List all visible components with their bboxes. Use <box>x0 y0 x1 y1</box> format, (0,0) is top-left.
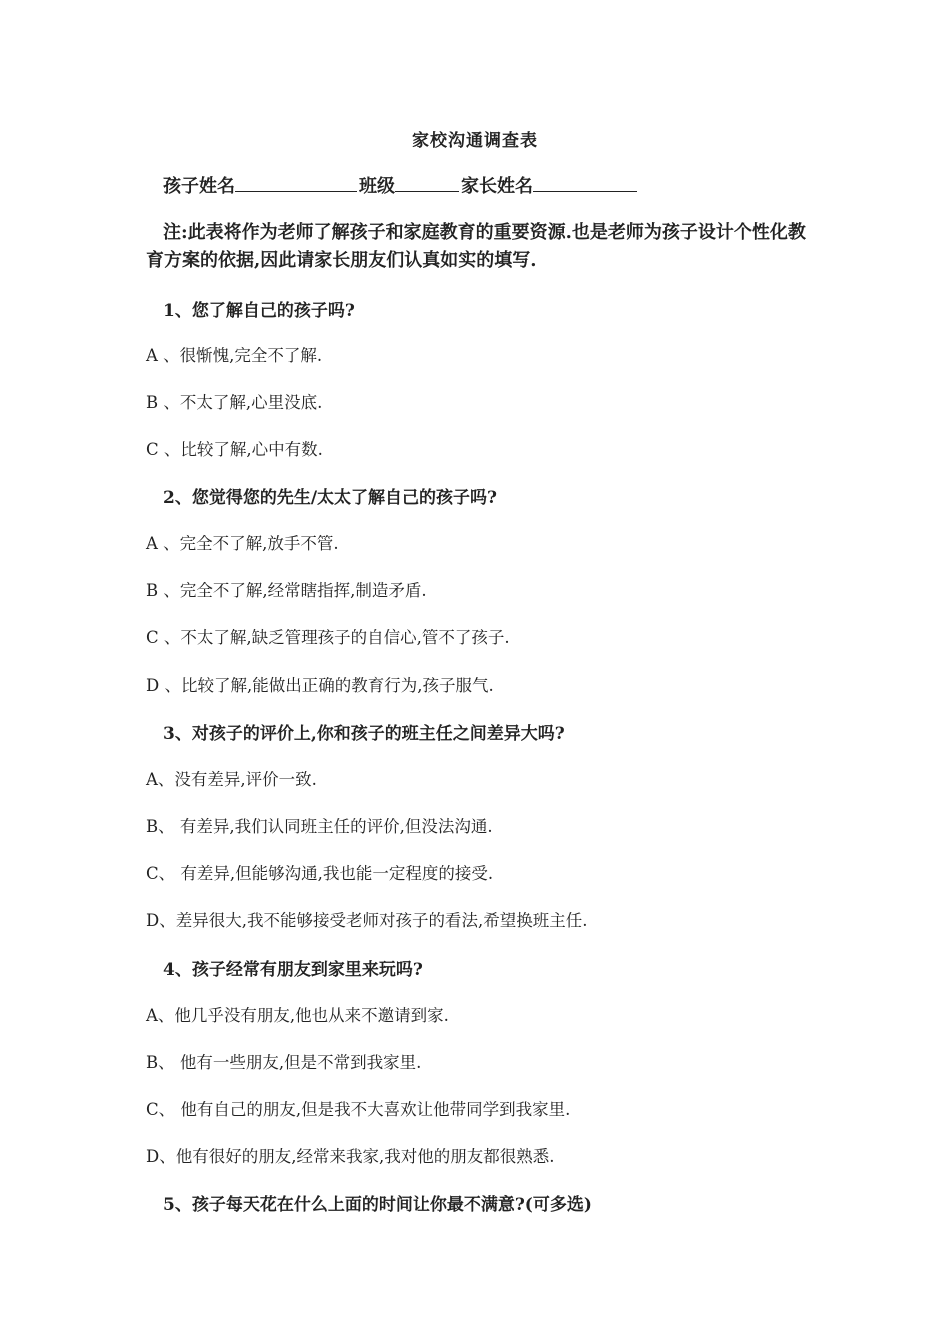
question-4-option-a[interactable]: A、他几乎没有朋友,他也从来不邀请到家. <box>146 1006 449 1025</box>
question-1-option-b[interactable]: B 、不太了解,心里没底. <box>146 393 323 412</box>
question-3-option-b[interactable]: B、 有差异,我们认同班主任的评价,但没法沟通. <box>146 817 493 836</box>
question-4: 4、孩子经常有朋友到家里来玩吗? <box>163 960 423 980</box>
child-name-blank[interactable] <box>235 173 357 192</box>
note-text: 注:此表将作为老师了解孩子和家庭教育的重要资源.也是老师为孩子设计个性化教育方案的依据,因此请家长朋友们认真如实的填写. <box>146 222 806 271</box>
question-1: 1、您了解自己的孩子吗? <box>163 301 355 321</box>
question-3: 3、对孩子的评价上,你和孩子的班主任之间差异大吗? <box>163 724 565 744</box>
parent-name-blank[interactable] <box>533 173 637 192</box>
child-name-label: 孩子姓名 <box>163 176 235 197</box>
question-2-option-d[interactable]: D 、比较了解,能做出正确的教育行为,孩子服气. <box>146 676 494 695</box>
info-row <box>163 172 639 198</box>
note-paragraph <box>146 219 806 275</box>
question-2-option-a[interactable]: A 、完全不了解,放手不管. <box>146 534 339 553</box>
question-4-option-d[interactable]: D、他有很好的朋友,经常来我家,我对他的朋友都很熟悉. <box>146 1147 555 1166</box>
question-3-option-c[interactable]: C、 有差异,但能够沟通,我也能一定程度的接受. <box>146 864 494 883</box>
question-4-option-c[interactable]: C、 他有自己的朋友,但是我不大喜欢让他带同学到我家里. <box>146 1100 571 1119</box>
class-label: 班级 <box>359 176 395 197</box>
question-2-option-c[interactable]: C 、不太了解,缺乏管理孩子的自信心,管不了孩子. <box>146 628 510 647</box>
question-2-option-b[interactable]: B 、完全不了解,经常瞎指挥,制造矛盾. <box>146 581 427 600</box>
question-3-option-a[interactable]: A、没有差异,评价一致. <box>146 770 317 789</box>
question-4-option-b[interactable]: B、 他有一些朋友,但是不常到我家里. <box>146 1053 422 1072</box>
question-1-option-c[interactable]: C 、比较了解,心中有数. <box>146 440 323 459</box>
question-1-option-a[interactable]: A 、很惭愧,完全不了解. <box>146 346 323 365</box>
question-5: 5、孩子每天花在什么上面的时间让你最不满意?(可多选) <box>163 1195 592 1215</box>
parent-name-label: 家长姓名 <box>461 176 533 197</box>
question-3-option-d[interactable]: D、差异很大,我不能够接受老师对孩子的看法,希望换班主任. <box>146 911 588 930</box>
question-2: 2、您觉得您的先生/太太了解自己的孩子吗? <box>163 488 497 508</box>
page-title: 家校沟通调查表 <box>412 131 538 151</box>
class-blank[interactable] <box>395 173 459 192</box>
